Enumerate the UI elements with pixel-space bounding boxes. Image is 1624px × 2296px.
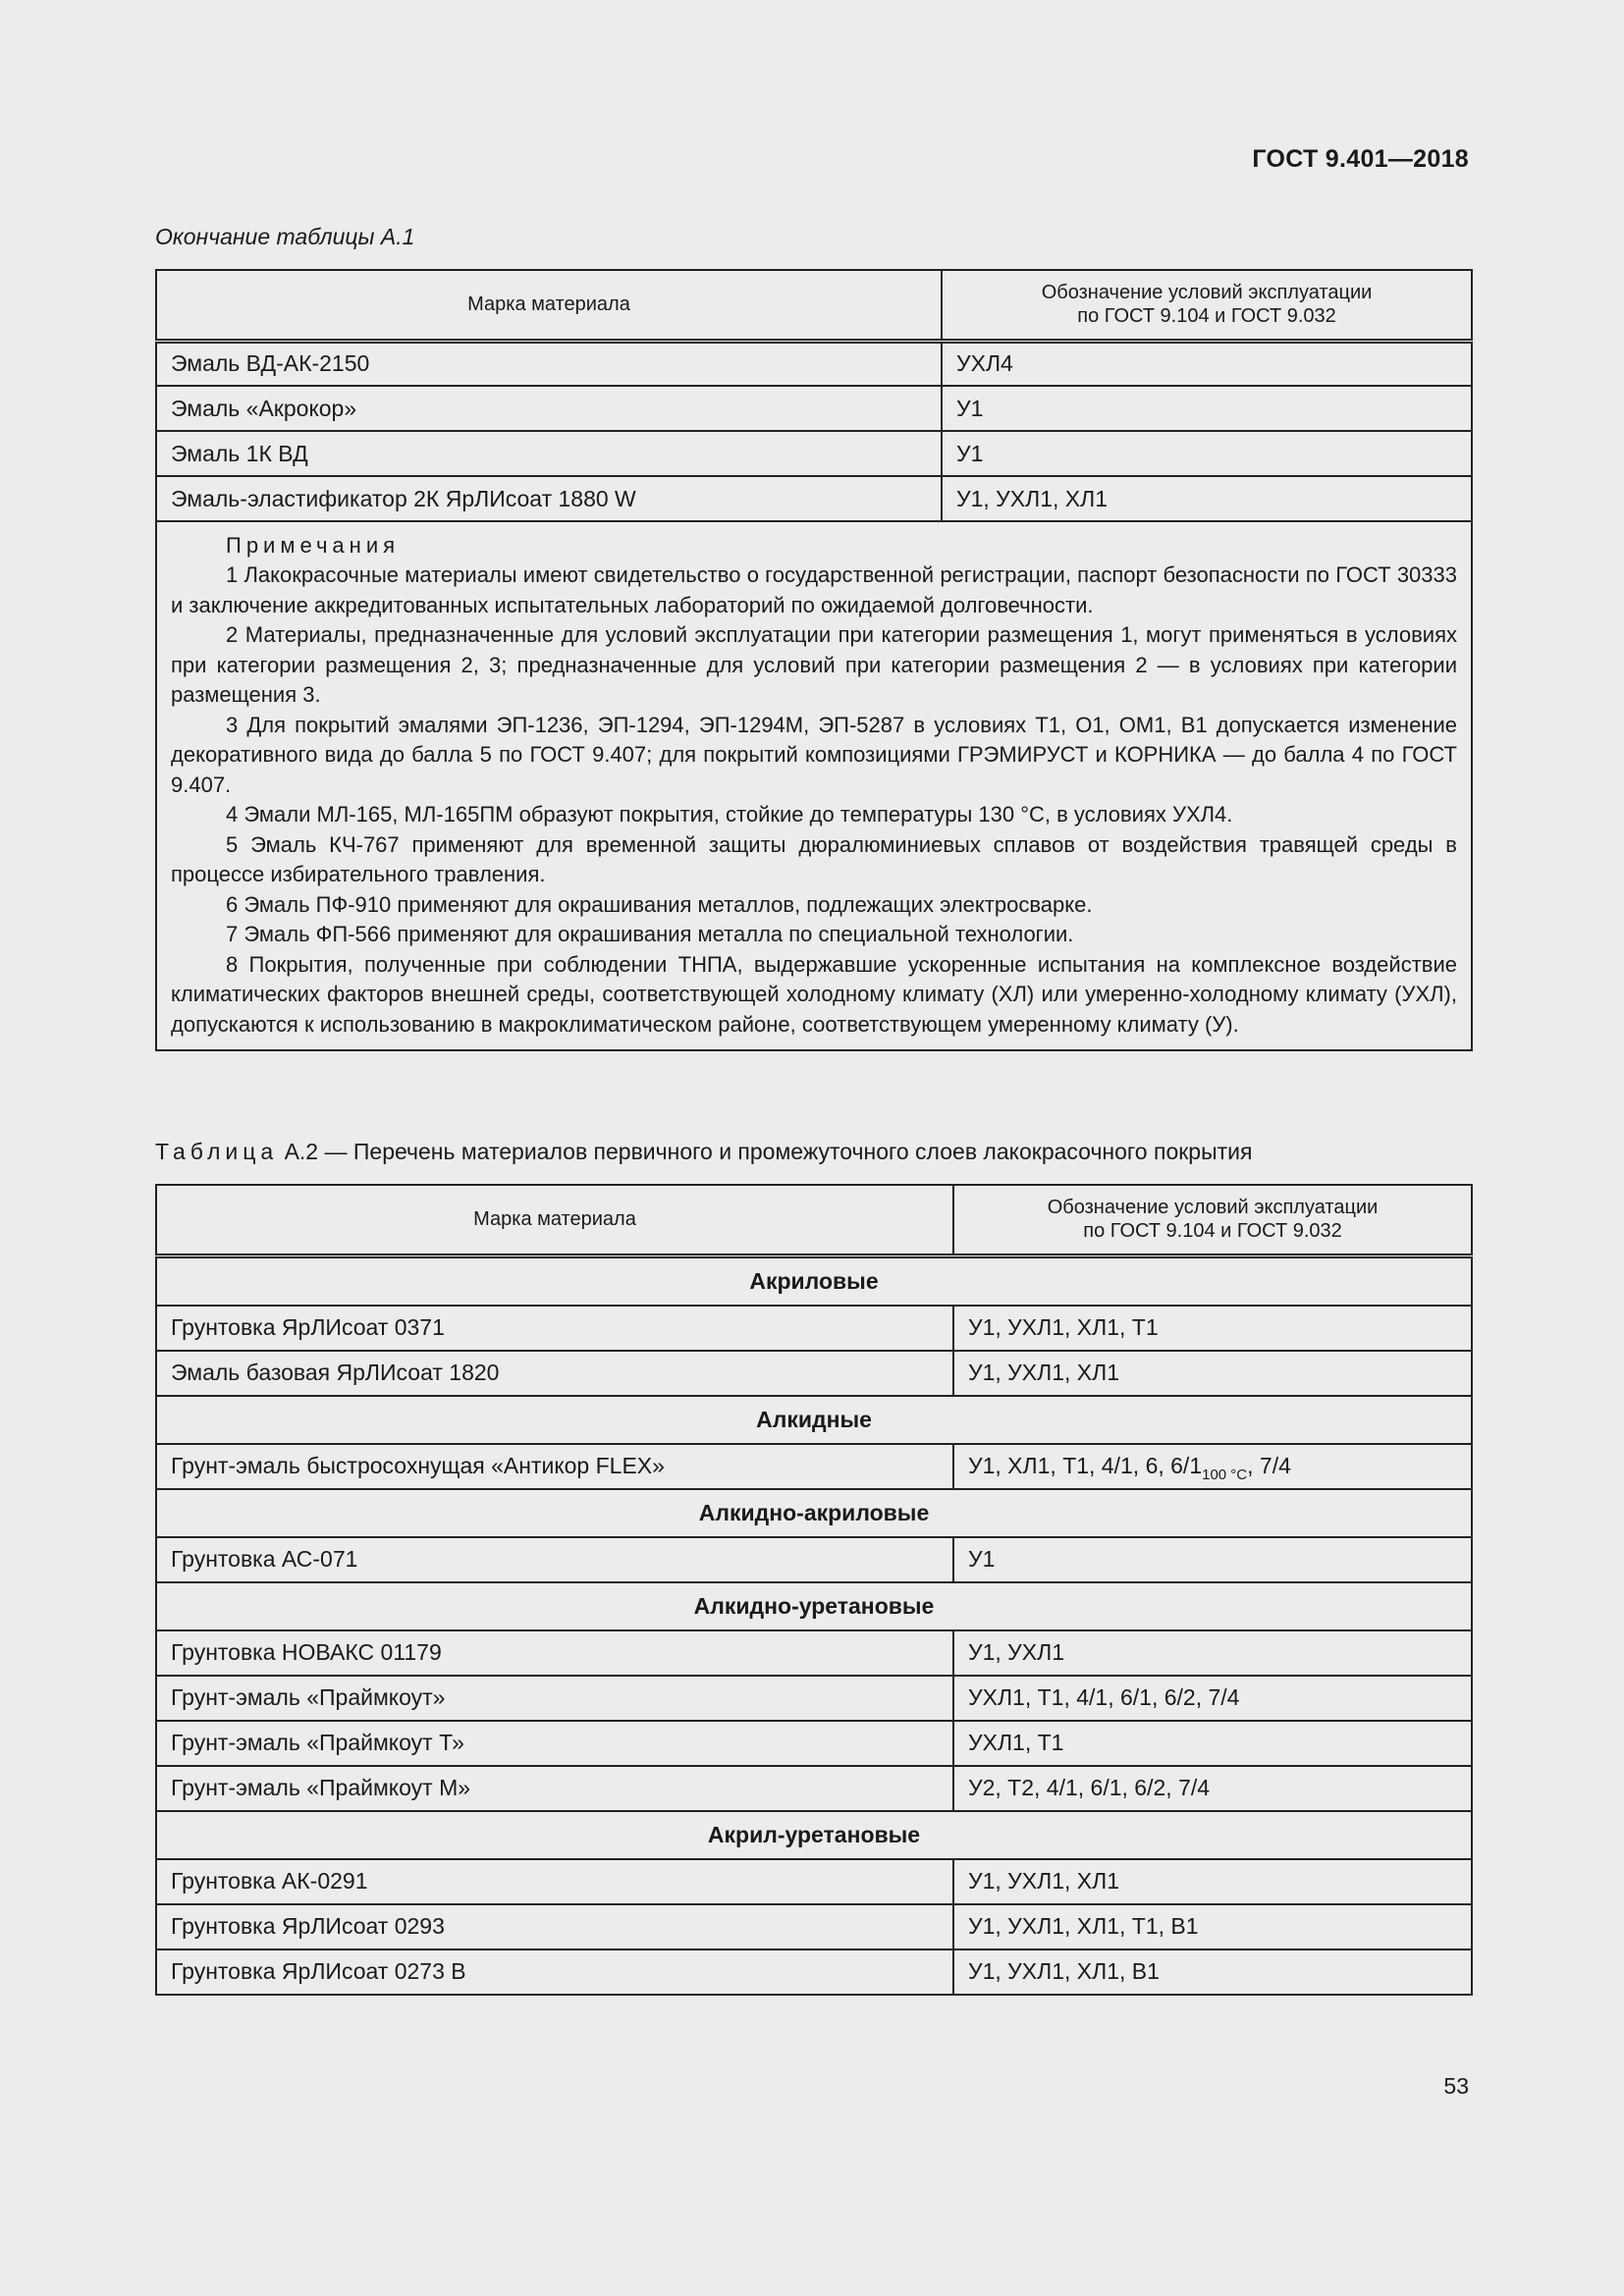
table-row: [156, 1537, 1472, 1582]
table-row: [156, 1630, 1472, 1676]
column-header-material: Марка материала: [156, 1185, 953, 1255]
conditions-cell: УХЛ4: [942, 341, 1472, 386]
table-row: [156, 1766, 1472, 1811]
conditions-cell: УХЛ1, Т1, 4/1, 6/1, 6/2, 7/4: [953, 1676, 1472, 1721]
document-code: ГОСТ 9.401—2018: [1252, 145, 1469, 173]
group-row: [156, 1255, 1472, 1306]
table-row: [156, 1444, 1472, 1489]
note-item: 4 Эмали МЛ-165, МЛ-165ПМ образуют покрытия, стойкие до температуры 130 °С, в условиях УХЛ4.: [226, 802, 1233, 827]
notes-title: Примечания: [226, 533, 401, 558]
conditions-cell: У1, УХЛ1, ХЛ1, Т1: [953, 1306, 1472, 1351]
material-cell: Грунтовка ЯрЛИсоат 0273 В: [156, 1949, 953, 1995]
note-item: 1 Лакокрасочные материалы имеют свидетельство о государственной регистрации, паспорт безопасности по ГОСТ 30333 и заключение аккредитованных испытательных лабораторий по ожидаемой долговечности.: [171, 562, 1457, 617]
table-row: [156, 1351, 1472, 1396]
group-title: Акрил-уретановые: [156, 1811, 1472, 1859]
material-cell: Грунт-эмаль «Праймкоут М»: [156, 1766, 953, 1811]
table-row: [156, 476, 1472, 521]
material-cell: Грунтовка АС-071: [156, 1537, 953, 1582]
conditions-cell: УХЛ1, Т1: [953, 1721, 1472, 1766]
group-row: [156, 1489, 1472, 1537]
table-a1-caption: Окончание таблицы А.1: [155, 224, 415, 249]
group-row: [156, 1396, 1472, 1444]
column-header-conditions-line1: Обозначение условий эксплуатации: [1041, 282, 1373, 304]
table-a2-caption-label: Таблица: [155, 1139, 279, 1164]
material-cell: Грунтовка ЯрЛИсоат 0371: [156, 1306, 953, 1351]
note-item: 8 Покрытия, полученные при соблюдении ТНПА, выдержавшие ускоренные испытания на комплексное воздействие климатических факторов внешней среды, соответствующей холодному климату (ХЛ) или умеренно-холодному климату (УХЛ), допускаются к использованию в макроклиматическом районе, соответствующем умеренному климату (У).: [171, 951, 1457, 1037]
column-header-conditions-line1: Обозначение условий эксплуатации: [1047, 1197, 1379, 1219]
conditions-cell: У1, УХЛ1, ХЛ1, В1: [953, 1949, 1472, 1995]
table-row: [156, 386, 1472, 431]
group-row: [156, 1811, 1472, 1859]
note-item: 6 Эмаль ПФ-910 применяют для окрашивания металлов, подлежащих электросварке.: [226, 891, 1093, 917]
table-row: [156, 1859, 1472, 1904]
table-a2-caption-text: А.2 — Перечень материалов первичного и промежуточного слоев лакокрасочного покрытия: [284, 1139, 1253, 1164]
table-row: [156, 1904, 1472, 1949]
table-row: [156, 1721, 1472, 1766]
material-cell: Грунт-эмаль «Праймкоут»: [156, 1676, 953, 1721]
conditions-cell: У1: [942, 431, 1472, 476]
column-header-conditions-line2: по ГОСТ 9.104 и ГОСТ 9.032: [1083, 1220, 1342, 1243]
column-header-material: Марка материала: [156, 270, 942, 341]
table-a2: [155, 1184, 1473, 1996]
material-cell: Эмаль-эластификатор 2К ЯрЛИсоат 1880 W: [156, 476, 942, 521]
group-title: Акриловые: [156, 1255, 1472, 1306]
conditions-cell: У1, УХЛ1, ХЛ1: [953, 1859, 1472, 1904]
column-header-conditions: [953, 1185, 1472, 1255]
material-cell: Грунт-эмаль быстросохнущая «Антикор FLEX»: [156, 1444, 953, 1489]
note-item: 7 Эмаль ФП-566 применяют для окрашивания металла по специальной технологии.: [226, 922, 1074, 946]
group-row: [156, 1582, 1472, 1630]
table-row: [156, 1676, 1472, 1721]
material-cell: Эмаль базовая ЯрЛИсоат 1820: [156, 1351, 953, 1396]
conditions-text: У1, ХЛ1, Т1, 4/1, 6, 6/1: [968, 1453, 1203, 1478]
column-header-conditions-line2: по ГОСТ 9.104 и ГОСТ 9.032: [1077, 305, 1336, 328]
note-item: 2 Материалы, предназначенные для условий эксплуатации при категории размещения 1, могут применяться в условиях при категории размещения 2, 3; предназначенные для условий при категории размещения 2 — в условиях при категории размещения 3.: [171, 622, 1457, 707]
material-cell: Эмаль «Акрокор»: [156, 386, 942, 431]
material-cell: Грунт-эмаль «Праймкоут Т»: [156, 1721, 953, 1766]
conditions-cell: У1: [953, 1537, 1472, 1582]
material-cell: Грунтовка ЯрЛИсоат 0293: [156, 1904, 953, 1949]
material-cell: Эмаль ВД-АК-2150: [156, 341, 942, 386]
material-cell: Грунтовка АК-0291: [156, 1859, 953, 1904]
conditions-cell: У1, УХЛ1, ХЛ1: [942, 476, 1472, 521]
table-row: [156, 431, 1472, 476]
conditions-cell: У2, Т2, 4/1, 6/1, 6/2, 7/4: [953, 1766, 1472, 1811]
conditions-cell: [953, 1444, 1472, 1489]
material-cell: Грунтовка НОВАКС 01179: [156, 1630, 953, 1676]
group-title: Алкидно-акриловые: [156, 1489, 1472, 1537]
group-title: Алкидно-уретановые: [156, 1582, 1472, 1630]
table-row: [156, 1949, 1472, 1995]
table-a2-caption: [155, 1139, 1252, 1165]
table-row: [156, 1306, 1472, 1351]
group-title: Алкидные: [156, 1396, 1472, 1444]
notes-row: [156, 521, 1472, 1050]
note-item: 3 Для покрытий эмалями ЭП-1236, ЭП-1294, ЭП-1294М, ЭП-5287 в условиях Т1, О1, ОМ1, В1 допускается изменение декоративного вида до балла 5 по ГОСТ 9.407; для покрытий композициями ГРЭМИРУСТ и КОРНИКА — до балла 4 по ГОСТ 9.407.: [171, 712, 1457, 797]
table-a1: [155, 269, 1473, 1051]
conditions-cell: У1: [942, 386, 1472, 431]
page-number: 53: [1443, 2073, 1469, 2099]
conditions-cell: У1, УХЛ1, ХЛ1: [953, 1351, 1472, 1396]
conditions-text-tail: , 7/4: [1247, 1453, 1291, 1478]
temperature-subscript: 100 °С: [1202, 1467, 1248, 1483]
table-header-row: [156, 1185, 1472, 1255]
notes-cell: [156, 521, 1472, 1050]
column-header-conditions: [942, 270, 1472, 341]
table-header-row: [156, 270, 1472, 341]
conditions-cell: У1, УХЛ1, ХЛ1, Т1, В1: [953, 1904, 1472, 1949]
table-row: [156, 341, 1472, 386]
conditions-cell: У1, УХЛ1: [953, 1630, 1472, 1676]
material-cell: Эмаль 1К ВД: [156, 431, 942, 476]
note-item: 5 Эмаль КЧ-767 применяют для временной защиты дюралюминиевых сплавов от воздействия травящей среды в процессе избирательного травления.: [171, 831, 1457, 886]
